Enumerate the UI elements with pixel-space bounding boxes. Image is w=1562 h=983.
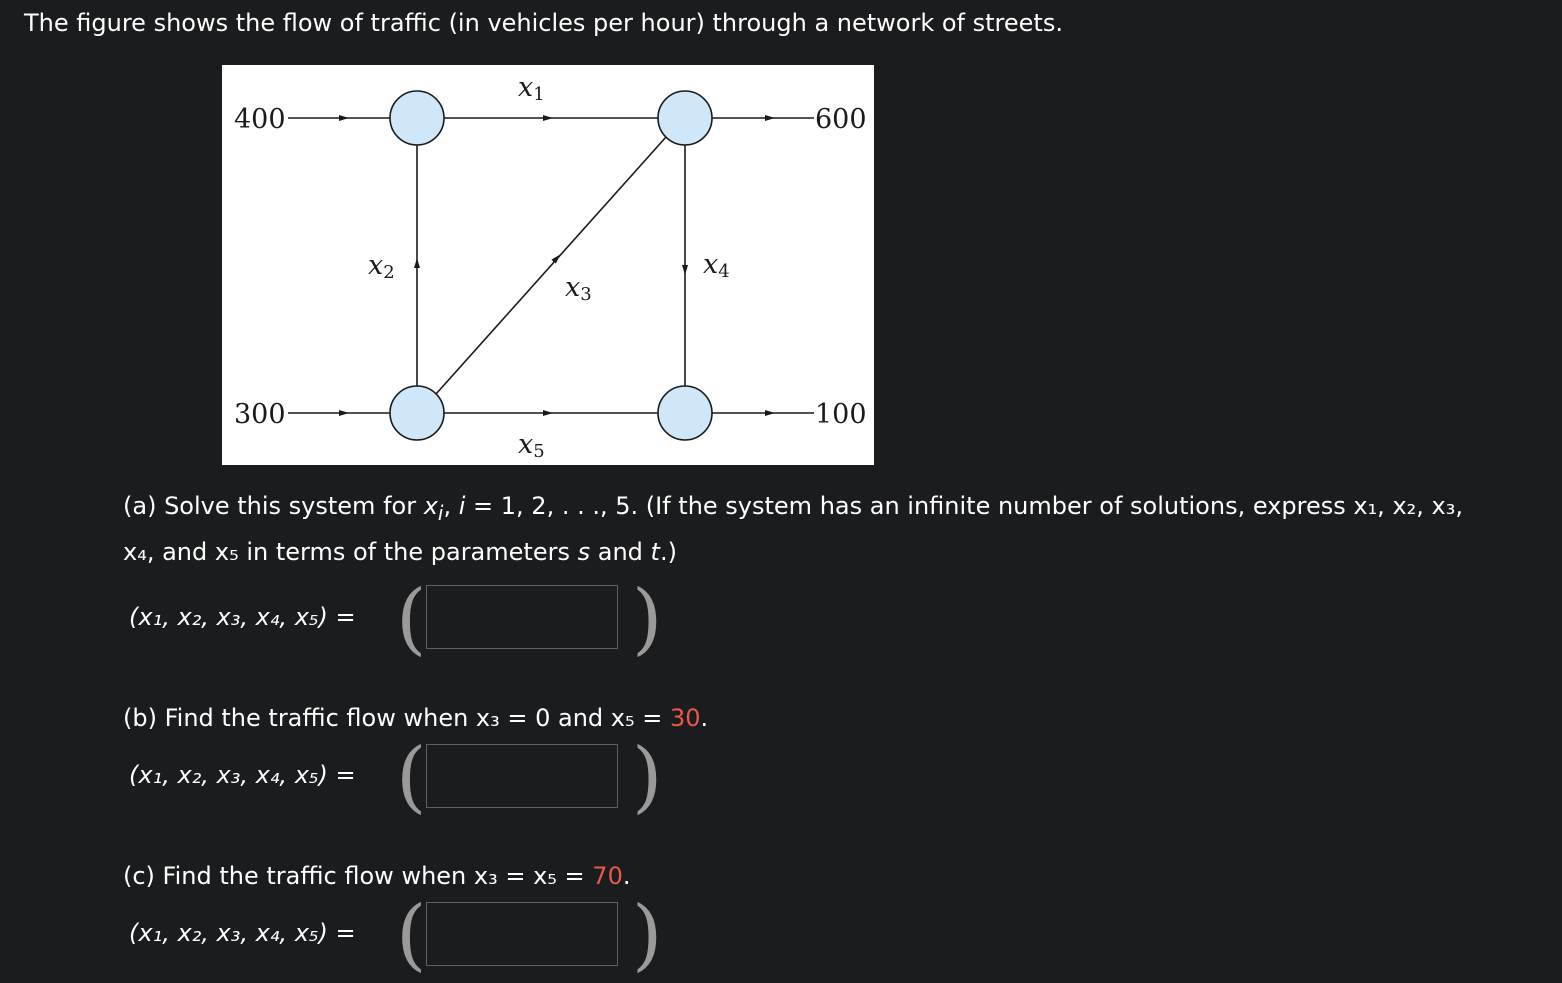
part-a-left-paren: ( [396, 574, 427, 664]
part-a-answer-input[interactable] [426, 585, 618, 649]
node-bottom-left [390, 386, 444, 440]
label-x5: x5 [518, 429, 545, 462]
part-a-right-paren: ) [632, 574, 663, 664]
node-top-right [658, 91, 712, 145]
part-b-answer-label: (x₁, x₂, x₃, x₄, x₅) = [129, 761, 356, 789]
traffic-network-figure [222, 65, 874, 465]
part-a-prompt-line2: x₄, and x₅ in terms of the parameters s and t.) [123, 538, 677, 566]
label-300: 300 [234, 399, 286, 430]
part-c-answer-label: (x₁, x₂, x₃, x₄, x₅) = [129, 919, 356, 947]
part-b-right-paren: ) [632, 732, 663, 822]
part-c-right-paren: ) [632, 890, 663, 980]
label-400: 400 [234, 104, 286, 135]
street-x3 [436, 137, 666, 394]
problem-intro: The figure shows the flow of traffic (in vehicles per hour) through a network of streets. [24, 9, 1063, 37]
part-a-answer-label: (x₁, x₂, x₃, x₄, x₅) = [129, 603, 356, 631]
label-600: 600 [815, 104, 867, 135]
part-b-left-paren: ( [396, 732, 427, 822]
label-x4: x4 [703, 249, 730, 282]
part-a-prompt: (a) Solve this system for $x_i$, i = 1, 2, . . ., 5. (If the system has an infinite number of solutions, express x₁, x₂, x₃, [123, 492, 1463, 525]
part-c-left-paren: ( [396, 890, 427, 980]
label-x3: x3 [565, 272, 592, 305]
part-b-prompt: (b) Find the traffic flow when x₃ = 0 and x₅ = 30. [123, 704, 709, 732]
node-bottom-right [658, 386, 712, 440]
node-top-left [390, 91, 444, 145]
traffic-network-diagram [222, 65, 874, 465]
part-c-value: 70 [592, 862, 623, 890]
part-c-answer-input[interactable] [426, 902, 618, 966]
label-100: 100 [815, 399, 867, 430]
label-x1: x1 [518, 72, 545, 105]
label-x2: x2 [368, 250, 395, 283]
part-b-answer-input[interactable] [426, 744, 618, 808]
part-c-prompt: (c) Find the traffic flow when x₃ = x₅ = 70. [123, 862, 631, 890]
part-b-value: 30 [670, 704, 701, 732]
